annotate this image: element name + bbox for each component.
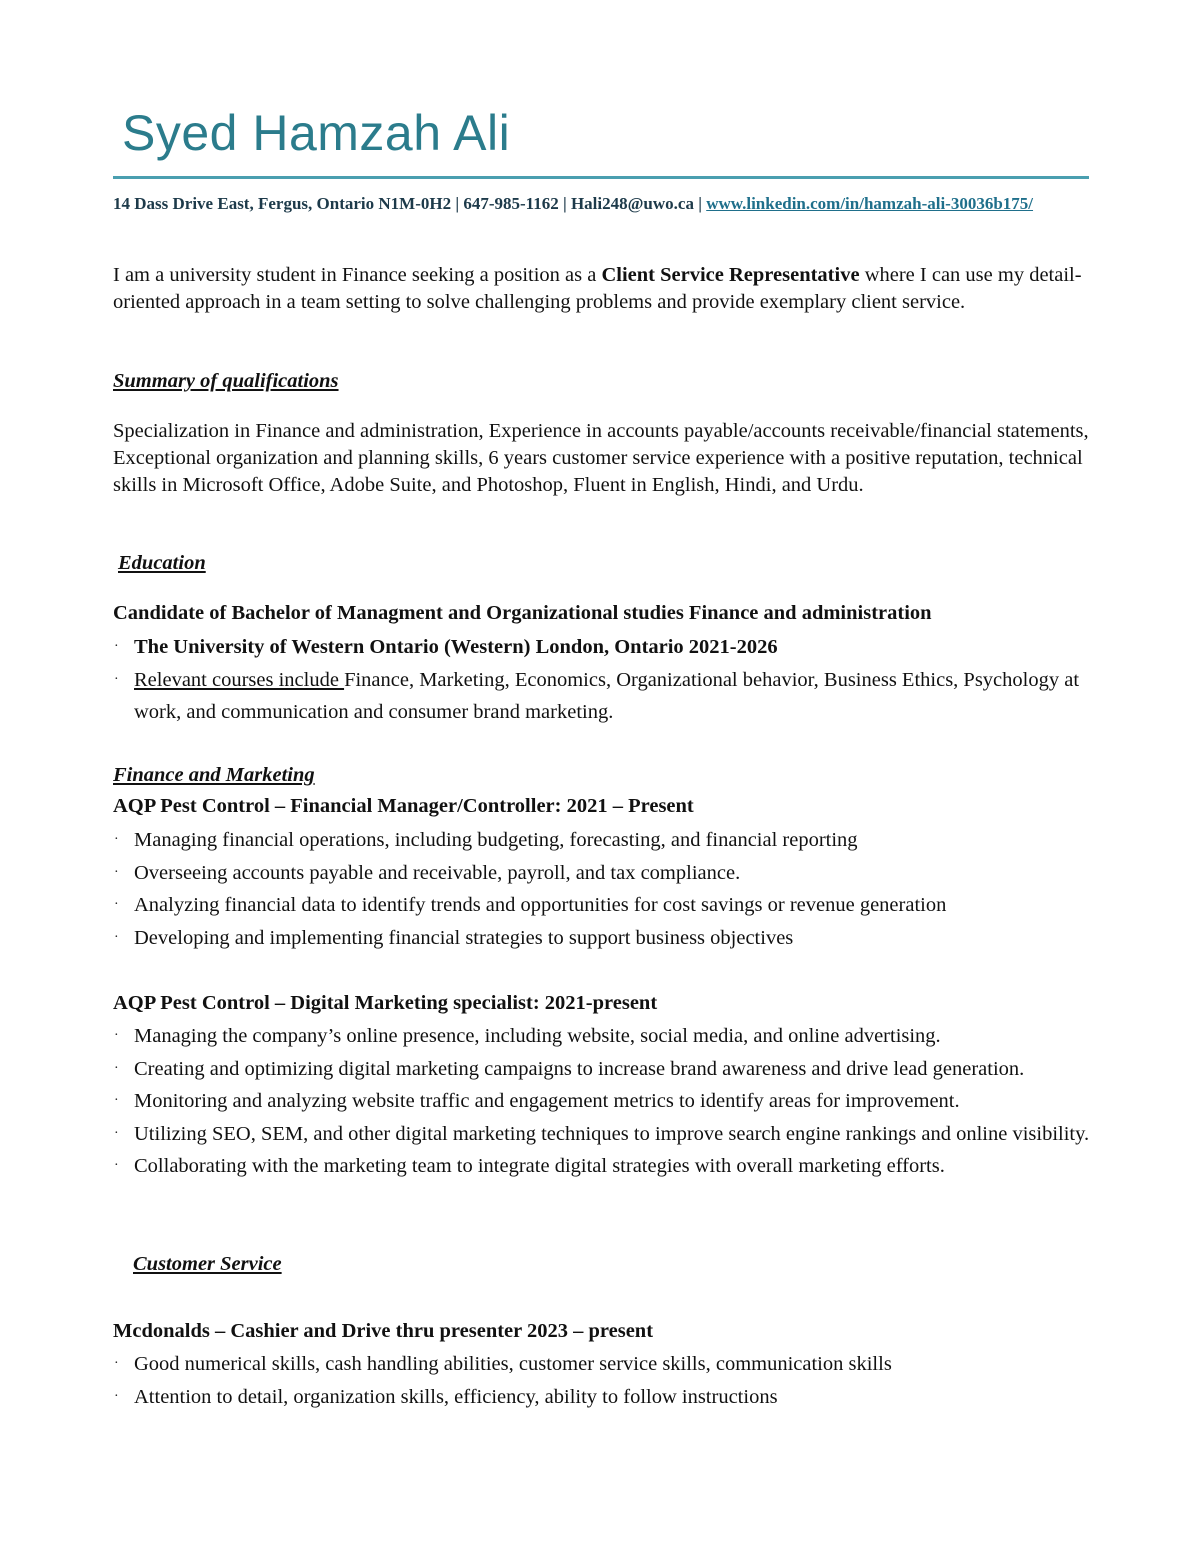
duty-text: Managing the company’s online presence, including website, social media, and online advertising. <box>134 1025 941 1047</box>
bullet-icon: · <box>114 929 119 945</box>
bullet-icon: · <box>114 1093 119 1108</box>
list-item <box>113 1085 1103 1118</box>
objective-statement <box>113 262 1093 316</box>
duty-text: Managing financial operations, including budgeting, forecasting, and financial reporting <box>134 829 858 851</box>
list-item <box>113 1150 1103 1183</box>
duty-text: Analyzing financial data to identify trends and opportunities for cost savings or revenue generation <box>134 894 947 916</box>
contact-line <box>113 193 1088 215</box>
bullet-icon: · <box>114 671 119 687</box>
qualifications-text: Specialization in Finance and administration, Experience in accounts payable/accounts receivable/financial statements, Exceptional organization and planning skills, 6 years customer service experience with a positive reputation, technical skills in Microsoft Office, Adobe Suite, and Photoshop, Fluent in English, Hindi, and Urdu. <box>113 420 1089 496</box>
cashier-duties <box>113 1348 1103 1413</box>
degree-title: Candidate of Bachelor of Managment and Organizational studies Finance and administration <box>113 602 932 624</box>
objective-role: Client Service Representative <box>601 264 860 286</box>
finance-marketing-heading: Finance and Marketing <box>113 764 315 786</box>
courses-label: Relevant courses include <box>134 668 345 691</box>
duty-text: Developing and implementing financial strategies to support business objectives <box>134 926 794 949</box>
customer-service-heading: Customer Service <box>133 1253 282 1275</box>
bullet-icon: · <box>114 832 119 847</box>
list-item <box>113 824 1103 857</box>
list-item <box>113 922 1103 955</box>
bullet-icon: · <box>114 1060 119 1076</box>
bullet-icon: · <box>114 1356 119 1371</box>
job-title-financial-manager: AQP Pest Control – Financial Manager/Controller: 2021 – Present <box>113 795 694 817</box>
contact-details: 14 Dass Drive East, Fergus, Ontario N1M-0H2 | 647-985-1162 | Hali248@uwo.ca | <box>113 194 707 213</box>
duty-text: Attention to detail, organization skills, efficiency, ability to follow instructions <box>134 1385 778 1408</box>
duty-text: Good numerical skills, cash handling abilities, customer service skills, communication skills <box>134 1353 892 1375</box>
list-item <box>113 1053 1103 1086</box>
bullet-icon: · <box>114 864 119 880</box>
bullet-icon: · <box>114 1388 119 1404</box>
financial-manager-duties <box>113 824 1103 954</box>
education-heading: Education <box>118 552 206 574</box>
qualifications-heading: Summary of qualifications <box>113 370 339 392</box>
list-item <box>113 857 1103 890</box>
list-item <box>113 1118 1103 1151</box>
list-item <box>113 631 1103 664</box>
job-title-cashier: Mcdonalds – Cashier and Drive thru presenter 2023 – present <box>113 1320 654 1342</box>
bullet-icon: · <box>114 897 119 912</box>
duty-text: Monitoring and analyzing website traffic and engagement metrics to identify areas for improvement. <box>134 1090 960 1112</box>
bullet-icon: · <box>114 1158 119 1173</box>
bullet-icon: · <box>114 1125 119 1141</box>
header-divider <box>113 176 1089 179</box>
duty-text: Overseeing accounts payable and receivable, payroll, and tax compliance. <box>134 861 741 884</box>
objective-intro: I am a university student in Finance seeking a position as a <box>113 264 602 286</box>
digital-marketing-duties <box>113 1020 1103 1183</box>
list-item <box>113 889 1103 922</box>
education-list <box>113 631 1103 729</box>
list-item <box>113 1381 1103 1414</box>
duty-text: Utilizing SEO, SEM, and other digital marketing techniques to improve search engine rankings and online visibility. <box>134 1122 1090 1145</box>
job-title-digital-marketing: AQP Pest Control – Digital Marketing specialist: 2021-present <box>113 992 658 1014</box>
duty-text: Creating and optimizing digital marketing campaigns to increase brand awareness and drive lead generation. <box>134 1057 1025 1080</box>
objective-rest: where I can use my detail-oriented approach in a team setting to solve challenging problems and provide exemplary client service. <box>113 264 1082 313</box>
list-item <box>113 1348 1103 1381</box>
bullet-icon: · <box>114 1028 119 1043</box>
list-item <box>113 664 1103 729</box>
linkedin-link[interactable]: www.linkedin.com/in/hamzah-ali-30036b175/ <box>706 194 1034 213</box>
courses-text: Finance, Marketing, Economics, Organizational behavior, Business Ethics, Psychology at work, and communication and consumer brand marketing. <box>134 668 1080 723</box>
bullet-icon: · <box>114 639 119 654</box>
candidate-name: Syed Hamzah Ali <box>122 105 511 161</box>
duty-text: Collaborating with the marketing team to integrate digital strategies with overall marketing efforts. <box>134 1155 945 1177</box>
school-line: The University of Western Ontario (Western) London, Ontario 2021-2026 <box>134 636 778 658</box>
list-item <box>113 1020 1103 1053</box>
